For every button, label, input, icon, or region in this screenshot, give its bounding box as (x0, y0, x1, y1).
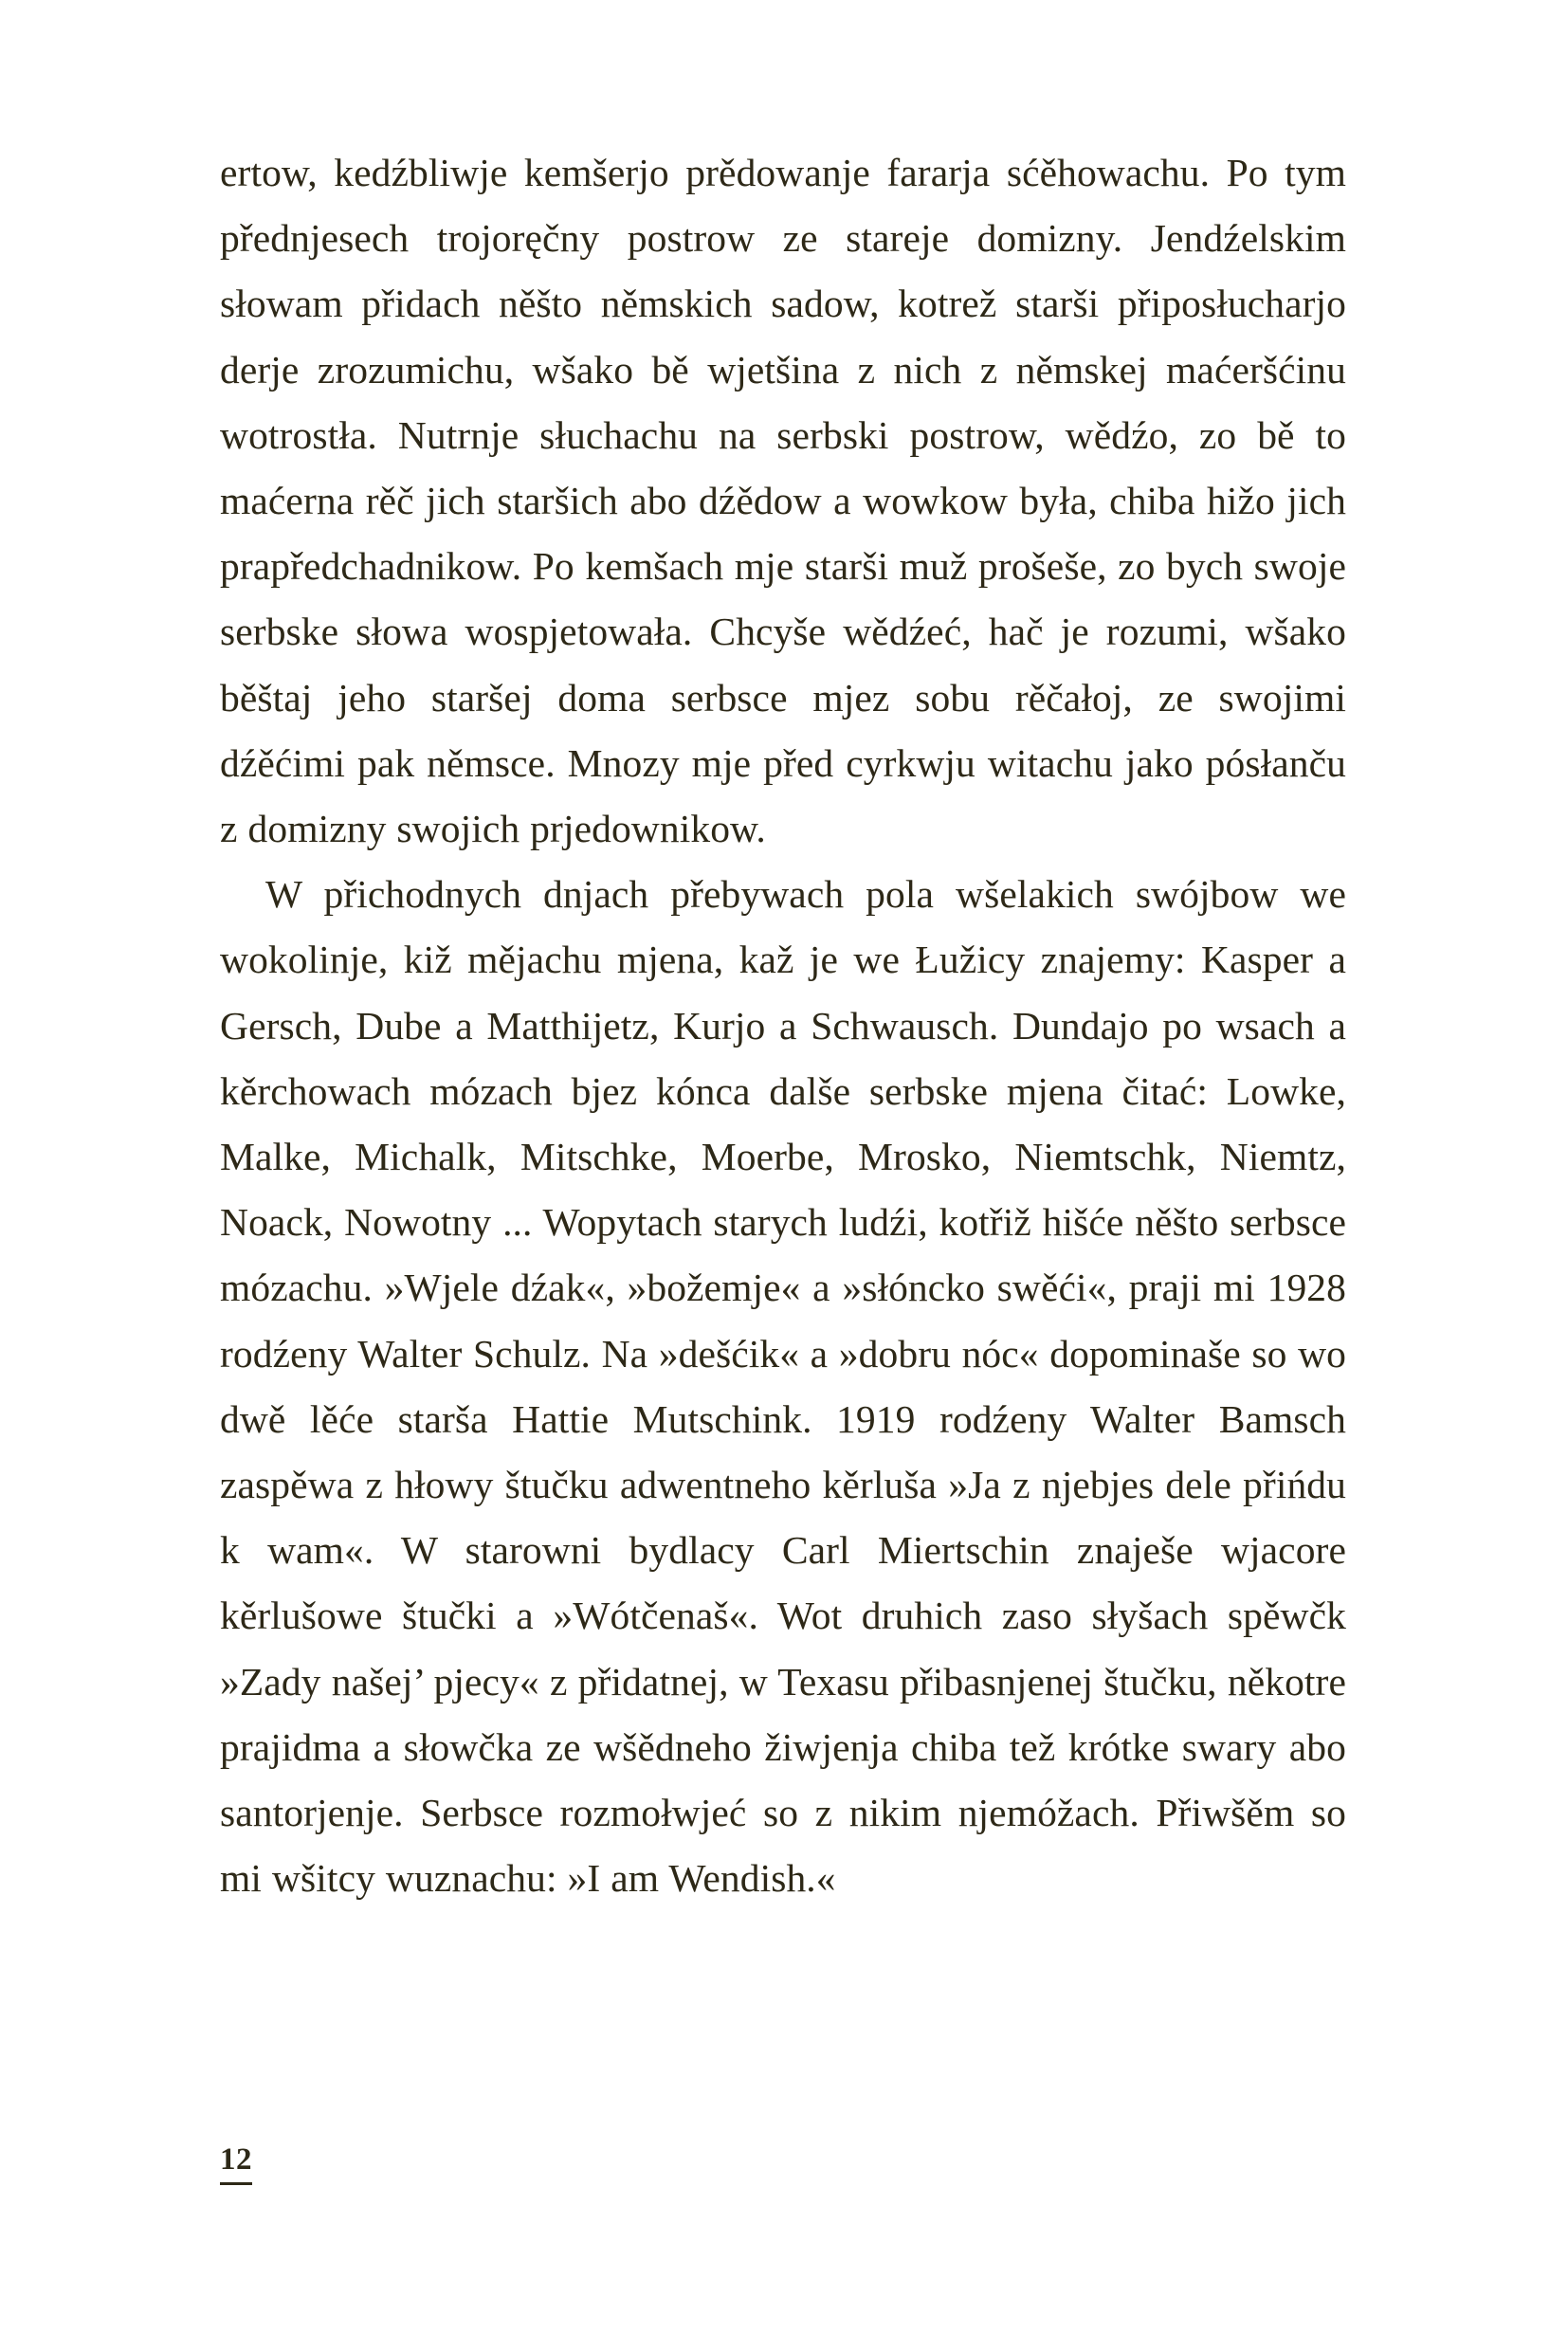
text-block (220, 140, 1346, 1911)
paragraph-continued: ertow, kedźbliwje kemšerjo prědowanje fararja sćěhowachu. Po tym přednjesech trojoręčny postrow ze stareje domizny. Jendźelskim słowam přidach něšto němskich sadow, kotrež starši připosłucharjo derje zrozumichu, wšako bě wjetšina z nich z němskej maćeršćinu wotrostła. Nutrnje słuchachu na serbski postrow, wědźo, zo bě to maćerna rěč jich staršich abo dźědow a wowkow była, chiba hižo jich prapředchadnikow. Po kemšach mje starši muž prošeše, zo bych swoje serbske słowa wospjetowała. Chcyše wědźeć, hač je rozumi, wšako běštaj jeho staršej doma serbsce mjez sobu rěčałoj, ze swojimi dźěćimi pak němsce. Mnozy mje před cyrkwju witachu jako pósłanču z domizny swojich prjedownikow. (220, 151, 1346, 851)
page-number: 12 (220, 2144, 252, 2185)
paragraph-new: W přichodnych dnjach přebywach pola wšelakich swójbow we wokolinje, kiž mějachu mjena, kaž je we Łužicy znajemy: Kasper a Gersch, Dube a Matthijetz, Kurjo a Schwausch. Dundajo po wsach a kěrchowach mózach bjez kónca dalše serbske mjena čitać: Lowke, Malke, Michalk, Mitschke, Moerbe, Mrosko, Niemtschk, Niemtz, Noack, Nowotny ... Wopytach starych ludźi, kotřiž hišće něšto serbsce mózachu. »Wjele dźak«, »božemje« a »słóncko swěći«, praji mi 1928 rodźeny Walter Schulz. Na »dešćik« a »dobru nóc« dopominaše so wo dwě lěće starša Hattie Mutschink. 1919 rodźeny Walter Bamsch zaspěwa z hłowy štučku adwentneho kěrluša »Ja z njebjes dele přińdu k wam«. W starowni bydlacy Carl Miertschin znaješe wjacore kěrlušowe štučki a »Wótčenaš«. Wot druhich zaso słyšach spěwčk »Zady našej’ pjecy« z přidatnej, w Texasu přibasnjenej štučku, někotre prajidma a słowčka ze wšědneho žiwjenja chiba tež krótke swary abo santorjenje. Serbsce rozmołwjeć so z nikim njemóžach. Přiwšěm so mi wšitcy wuznachu: »I am Wendish.« (220, 872, 1346, 1901)
